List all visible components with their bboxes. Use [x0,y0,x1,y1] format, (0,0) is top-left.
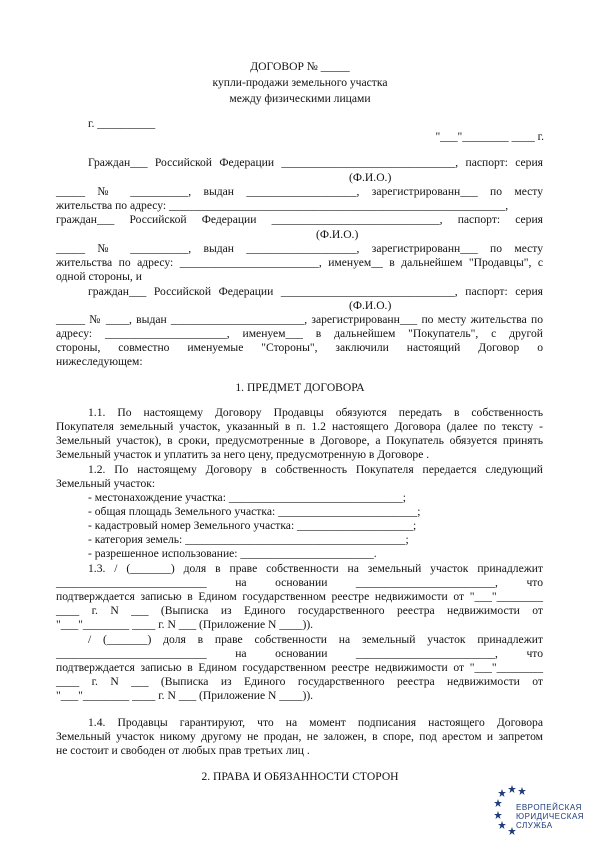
clause-line: / (_______) доля в праве собственности на земельный участок принадлежит [88,633,543,646]
section-heading: 1. ПРЕДМЕТ ДОГОВОРА [235,381,365,394]
clause-line: "___"________ ____ г. N ___ (Приложение N ____)). [56,689,314,702]
logo-line: ЕВРОПЕЙСКАЯ [516,803,582,812]
clause-line: 1.2. По настоящему Договору в собственность Покупателя передается следующий [88,463,543,476]
list-item: - категория земель: ______________________________________; [88,533,409,546]
fio-caption: (Ф.И.О.) [349,299,392,312]
preamble-line: адресу: _____________________, именуем___ в дальнейшем "Покупатель", с другой [56,327,543,340]
list-item: - разрешенное использование: _______________________. [88,547,377,560]
preamble-line: жительства по адресу: __________________________________________________________, [56,199,509,212]
section-heading: 2. ПРАВА И ОБЯЗАННОСТИ СТОРОН [201,770,399,783]
clause-line: 1.4. Продавцы гарантируют, что на момент подписания настоящего Договора [88,716,543,729]
preamble-line: _____ № ____, выдан _______________________, зарегистрированн___ по месту жительства по [56,313,543,326]
preamble-line: _____ № __________, выдан ___________________, зарегистрированн___ по месту [56,242,543,255]
clause-line: Земельный участок), в сроки, предусмотренные в Договоре, а Покупатель обязуется принять [56,434,543,447]
clause-line: 1.3. / (_______) доля в праве собственности на земельный участок принадлежит [88,562,543,575]
list-item: - общая площадь Земельного участка: ________________________; [88,505,421,518]
clause-line: ____ г. N ___ (Выписка из Единого государственного реестра недвижимости от [56,604,543,617]
company-logo [494,783,585,839]
clause-line: подтверждается записью в Едином государственном реестре недвижимости от "___"________ [56,590,543,603]
preamble-line: граждан___ Российской Федерации _____________________________, паспорт: серия [56,213,543,226]
fio-caption: (Ф.И.О.) [349,171,392,184]
clause-line: Покупателя земельный участок, указанный в п. 1.2 настоящего Договора (далее по тексту - [56,420,543,433]
preamble-line: _____ № __________, выдан ___________________, зарегистрированн___ по месту [56,185,543,198]
clause-line: Земельный участок: [56,477,156,490]
clause-line: "___"________ ____ г. N ___ (Приложение N ____)). [56,618,314,631]
clause-line: ____ г. N ___ (Выписка из Единого государственного реестра недвижимости от [56,675,543,688]
list-item: - кадастровый номер Земельного участка: ____________________; [88,519,417,532]
list-item: - местонахождение участка: ______________________________; [88,491,406,504]
contract-date: "___"________ ____ г. [435,130,544,143]
clause-line: 1.1. По настоящему Договору Продавцы обязуются передать в собственность [88,406,543,419]
clause-line: __________________________ на основании ________________________, что [56,576,543,589]
clause-line: __________________________ на основании ________________________, что [56,647,543,660]
preamble-line: граждан___ Российской Федерации ______________________________, паспорт: серия [88,285,543,298]
clause-line: Земельный участок и уплатить за него цену, предусмотренную в Договоре . [56,448,430,461]
clause-line: не состоит и свободен от любых прав третьих лиц . [56,744,310,757]
fio-caption: (Ф.И.О.) [316,228,359,241]
preamble-line: Граждан___ Российской Федерации ______________________________, паспорт: серия [88,156,543,169]
preamble-line: стороны, совместно именуемые "Стороны", заключили настоящий Договор о [56,341,543,354]
document-title: ДОГОВОР № _____ [250,60,350,73]
preamble-line: одной стороны, и [56,270,142,283]
preamble-line: нижеследующем: [56,355,143,368]
document-subtitle-2: между физическими лицами [229,92,371,105]
document-subtitle: купли-продажи земельного участка [212,76,388,89]
logo-line: СЛУЖБА [516,821,553,830]
preamble-line: жительства по адресу: ________________________, именуем__ в дальнейшем "Продавцы", с [56,256,543,269]
contract-place: г. __________ [88,117,156,130]
clause-line: Земельный участок никому другому не продан, не заложен, в споре, под арестом и запретом [56,730,543,743]
clause-line: подтверждается записью в Едином государственном реестре недвижимости от "___"________ [56,661,543,674]
logo-line: ЮРИДИЧЕСКАЯ [516,812,585,821]
